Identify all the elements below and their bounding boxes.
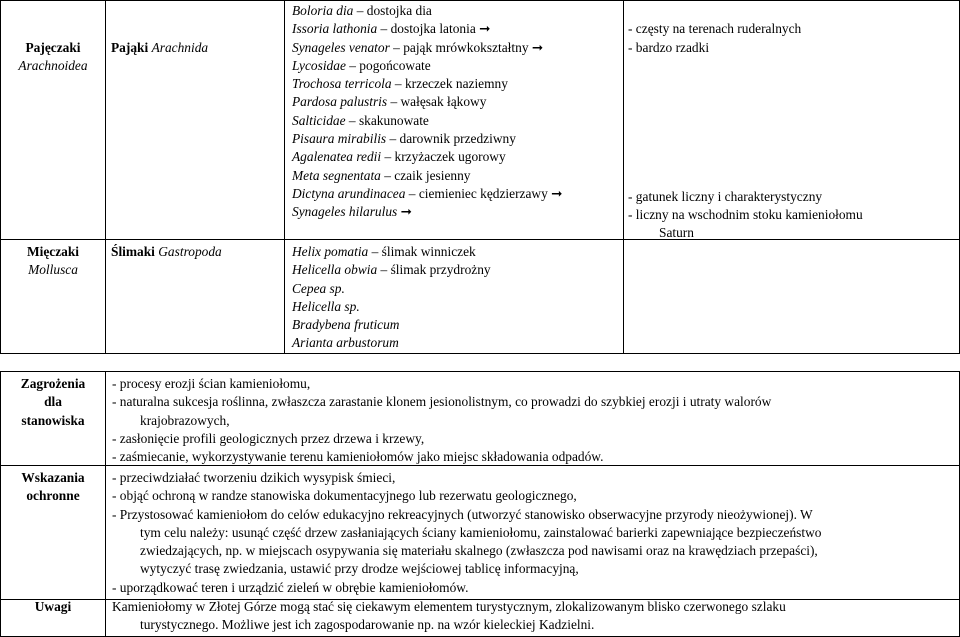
species-latin: Trochosa terricola [292,76,392,92]
species-dash: – [368,244,382,259]
species-polish: krzeczek naziemny [404,76,508,92]
remarks-content [112,598,957,635]
species-polish: wałęsak łąkowy [400,94,487,110]
class-latin-name: Mollusca [28,262,78,278]
subgroup-latin-name: Gastropoda [158,244,222,259]
threats-label-line: Zagrożenia [20,376,86,391]
species-row [292,243,622,261]
arrow-icon: ➞ [475,21,491,37]
species-dash: – [387,94,401,110]
species-latin: Synageles venator [292,39,390,55]
subgroup-cell-gastropoda [111,243,222,261]
subgroup-latin-name: Arachnida [151,40,209,55]
species-row [292,148,622,166]
species-row [292,57,622,75]
threats-label-line: stanowiska [21,412,85,428]
species-latin: Salticidae [292,112,346,128]
species-row: Bradybena fruticum [292,317,400,333]
note-eastern-slope: - liczny na wschodnim stoku kamieniołomu [628,207,863,222]
class-cell-arachnoidea [1,39,105,76]
species-polish: ślimak winniczek [381,244,476,259]
protection-item-continued: tym celu należy: usunąć część drzew zasłaniających ściany kamieniołomu, zainstalować barierki zapewniające bezpieczeństwo [140,524,822,540]
species-row [292,20,622,38]
class-name: Mięczaki [26,244,80,259]
species-latin: Issoria lathonia [292,21,378,37]
remarks-line-continued: turystycznego. Możliwe jest ich zagospodarowanie np. na wzór kieleckiej Kadzielni. [140,617,595,633]
threats-label-line: dla [44,394,62,410]
species-dash: – [353,3,367,18]
species-list-molluscs [292,243,622,353]
species-row [292,39,622,57]
arrow-icon: ➞ [547,185,563,201]
species-row: Arianta arbustorum [292,335,399,351]
subgroup-cell-arachnida [111,39,208,57]
protection-item-continued: zwiedzających, np. w miejscach osypywania się materiału skalnego (zwłaszcza pod nawisami oraz na krawędziach przepaści), [140,543,818,559]
species-row: Cepea sp. [292,280,345,296]
species-polish: skakunowate [358,112,429,128]
species-latin: Agalenatea redii [292,149,382,165]
table-bottom-border [0,353,960,354]
species-list-arachnids [292,2,622,222]
species-row [292,167,622,185]
species-latin: Pisaura mirabilis [292,131,387,147]
species-latin: Dictyna arundinacea [292,185,406,201]
remarks-label [1,598,105,616]
arrow-icon: ➞ [397,204,412,220]
protection-label [1,469,105,506]
species-latin: Helix pomatia [292,244,369,259]
remarks-label-line: Uwagi [34,599,72,614]
threat-item-continued: krajobrazowych, [140,412,230,428]
protection-item-continued: wytyczyć trasę zwiedzania, ustawić przy drodze wejściowej tablicę informacyjną, [140,561,579,577]
species-dash: – [345,57,360,73]
bottom-col-divider [105,371,106,637]
protection-item: - Przystosować kamieniołom do celów edukacyjno rekreacyjnych (utworzyć stanowisko obserwacyjne przyrody nieożywionej). W [112,506,813,522]
species-row [292,185,622,203]
class-name: Pajęczaki [25,40,81,55]
species-dash: – [386,131,400,147]
note-common-ruderal: - częsty na terenach ruderalnych [628,21,802,36]
protection-item: - objąć ochroną w randze stanowiska dokumentacyjnego lub rezerwatu geologicznego, [112,488,577,504]
species-row [292,112,622,130]
species-latin: Pardosa palustris [292,94,388,110]
species-dash: – [381,149,395,165]
species-polish: pająk mrówkokształtny [403,39,529,55]
arrow-icon: ➞ [528,39,544,55]
note-numerous-characteristic: - gatunek liczny i charakterystyczny [628,189,823,204]
bottom-table-top-border [0,371,960,372]
class-latin-name: Arachnoidea [18,58,88,74]
table-top-border [0,0,960,1]
threats-content [112,375,957,466]
subgroup-name: Pająki [111,40,149,55]
species-dash: – [345,112,359,128]
species-latin: Synageles hilarulus [292,204,398,220]
species-latin: Boloria dia [292,3,354,18]
species-row [292,75,622,93]
threat-item: - naturalna sukcesja roślinna, zwłaszcza zarastanie klonem jesionolistnym, co prowadzi do szybkiej erozji i utraty walorów [112,394,772,410]
protection-label-line: Wskazania [21,470,85,485]
species-polish: dostojka latonia [390,21,476,37]
threat-item: - zasłonięcie profili geologicznych przez drzewa i krzewy, [112,430,425,446]
threat-item: - procesy erozji ścian kamieniołomu, [112,376,311,391]
species-polish: darownik przedziwny [399,131,516,147]
species-latin: Helicella obwia [292,262,378,278]
species-latin: Lycosidae [292,57,346,73]
protection-item: - przeciwdziałać tworzeniu dzikich wysypisk śmieci, [112,470,396,485]
remarks-line: Kamieniołomy w Złotej Górze mogą stać się ciekawym elementem turystycznym, zlokalizowanym blisko czerwonego szlaku [112,599,786,614]
species-polish: dostojka dia [366,3,432,18]
species-latin: Meta segnentata [292,167,381,183]
species-polish: krzyżaczek ugorowy [394,149,506,165]
col-divider-3 [623,0,624,354]
species-row [292,2,622,20]
species-polish: pogońcowate [359,57,431,73]
species-row [292,203,622,221]
col-divider-2 [284,0,285,354]
species-dash: – [391,76,405,92]
note-saturn: Saturn [659,225,694,240]
protection-label-line: ochronne [26,488,80,504]
note-very-rare: - bardzo rzadki [628,40,710,55]
threats-label [1,375,105,430]
species-row [292,130,622,148]
species-row: Helicella sp. [292,298,360,314]
species-dash: – [380,167,395,183]
col-divider-1 [105,0,106,354]
protection-content [112,469,957,597]
species-dash: – [405,185,419,201]
threat-item: - zaśmiecanie, wykorzystywanie terenu kamieniołomów jako miejsc składowania odpadów. [112,449,604,465]
species-polish: ślimak przydrożny [390,262,491,278]
species-dash: – [389,39,404,55]
species-polish: czaik jesienny [394,167,471,183]
protection-item: - uporządkować teren i urządzić zieleń w obrębie kamieniołomów. [112,579,469,595]
subgroup-name: Ślimaki [111,244,155,259]
class-cell-mollusca [1,243,105,280]
species-row [292,93,622,111]
species-dash: – [377,21,391,37]
species-dash: – [377,262,391,278]
row-divider-molluscs [0,239,960,240]
species-polish: ciemieniec kędzierzawy [418,185,548,201]
species-row [292,261,622,279]
